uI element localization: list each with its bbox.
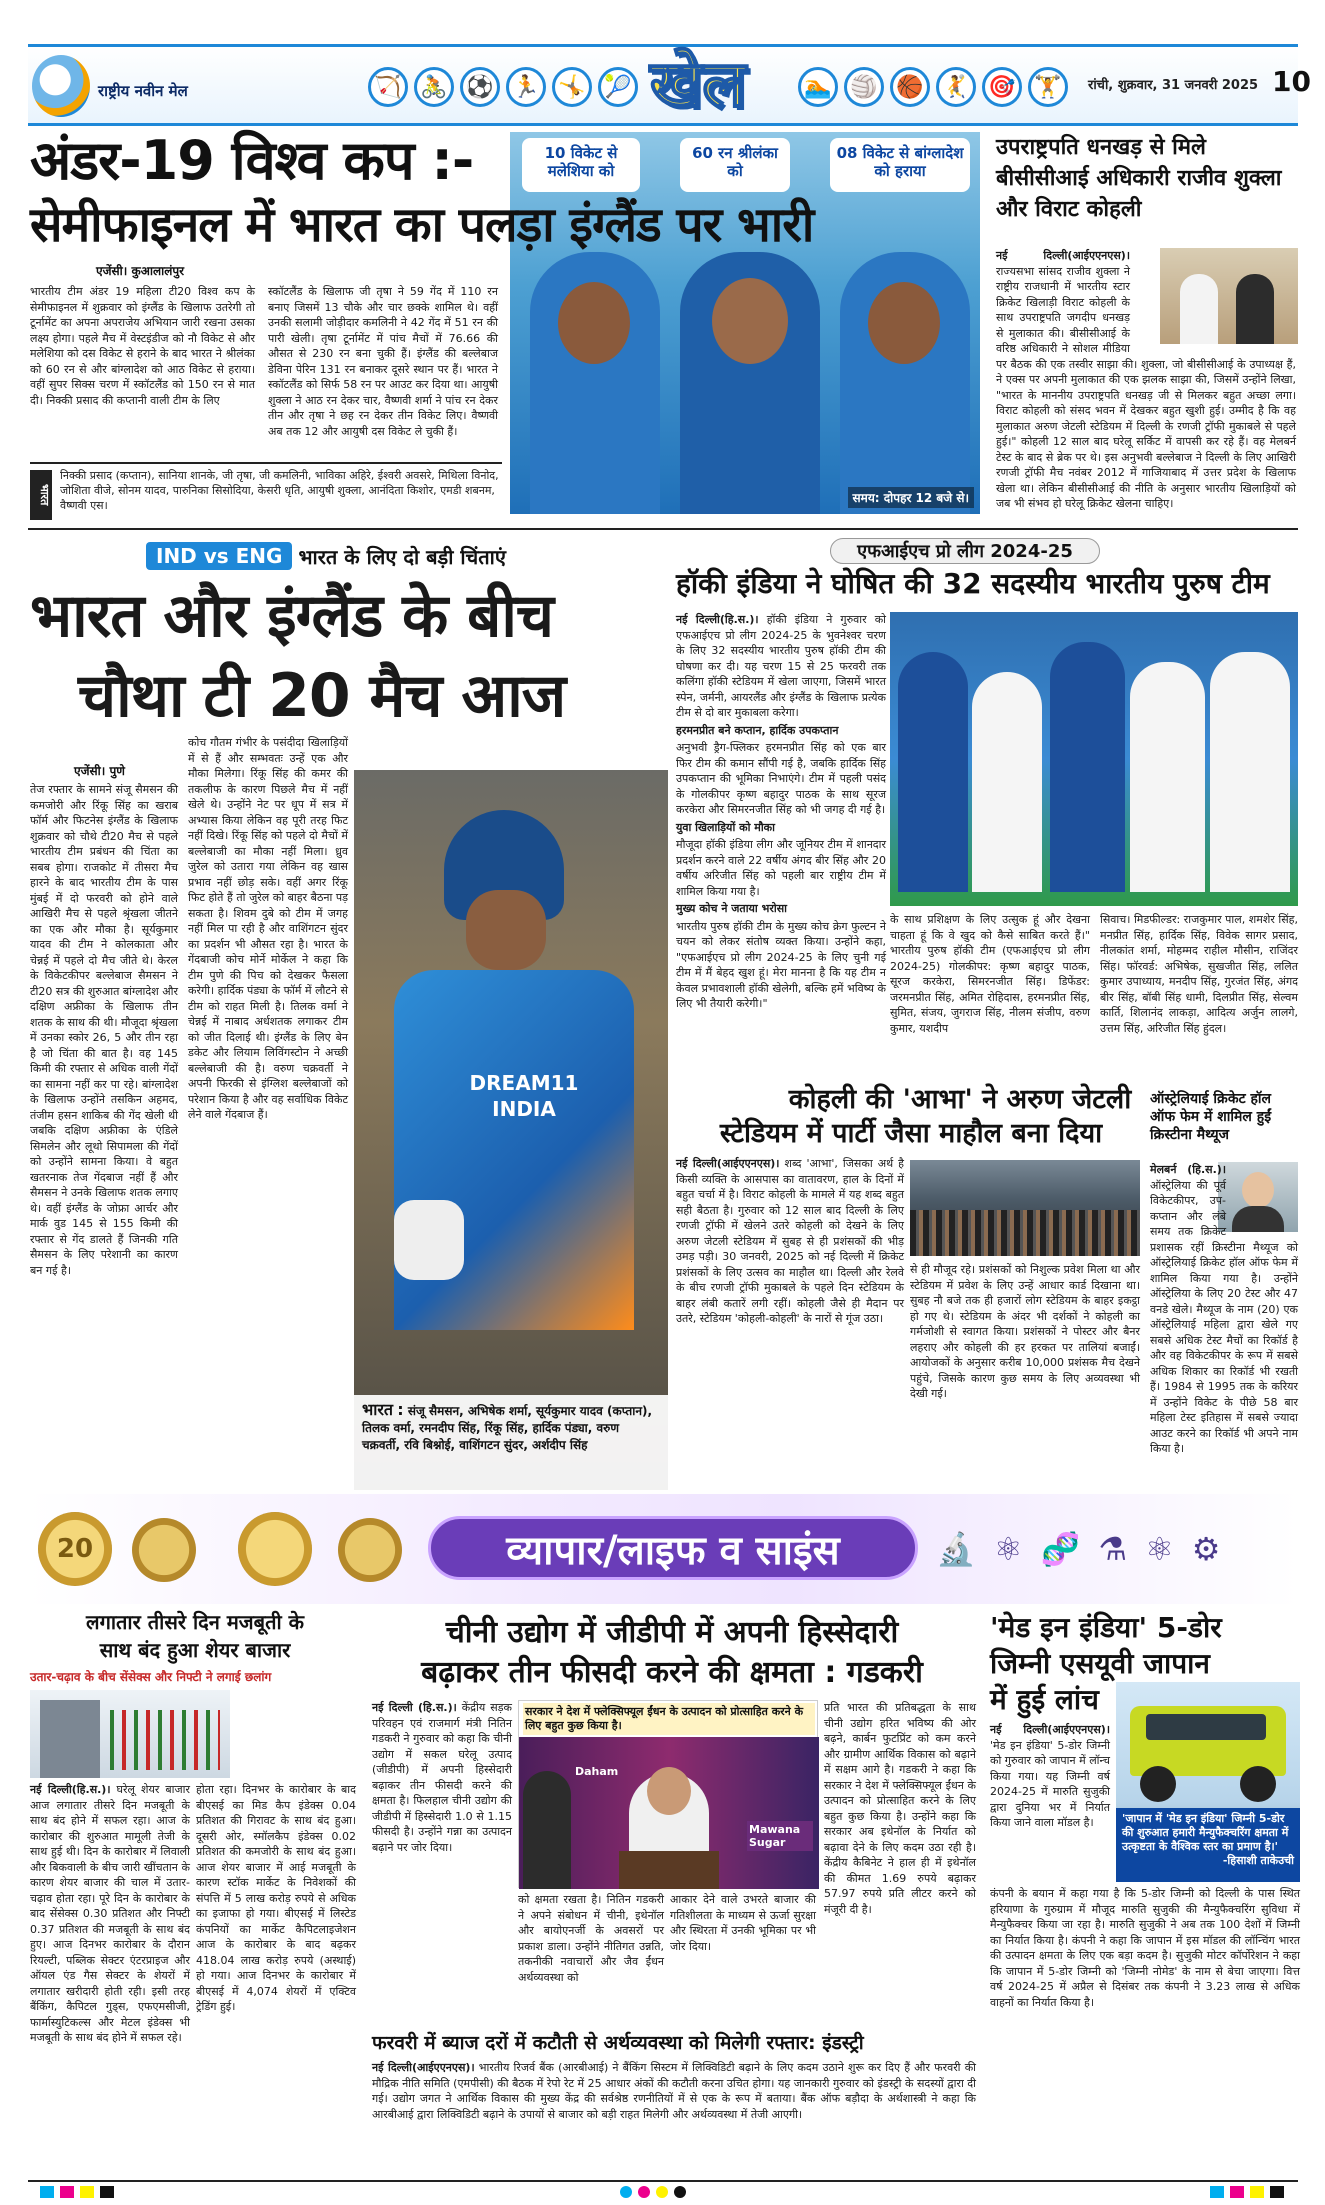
sport-icons-right [798, 57, 1068, 119]
story3-col2: कोच गौतम गंभीर के पसंदीदा खिलाड़ियों में से हैं और सम्भवतः उन्हें एक और मौका मिलेगा। रिंकू सिंह की कमर की तकलीफ के कारण पिछले मैच में नहीं खेले थे। उन्होंने नेट पर धूप में सत्र में अभ्यास किया लेकिन वह पूरी तरह फिट नहीं दिखे। रिंकू सिंह को पहले दो मैचों में बल्लेबाजी का मौका नहीं मिला। ध्रुव जुरेल को उतारा गया लेकिन वह खास प्रभाव नहीं छोड़ सके। वहीं अगर रिंकू फिट होते हैं तो जुरेल को बाहर बैठना पड़ सकता है। शिवम दुबे को टीम में जगह नहीं मिल पा रही है और वाशिंगटन सुंदर का प्रदर्शन भी औसत रहा है। भारत के गेंदबाजी कोच मोर्ने मोर्केल ने कहा कि टीम पुणे की पिच को देखकर फैसला करेगी। हार्दिक पंड्या के फॉर्म में लौटने से टीम को राहत मिली है। तिलक वर्मा ने चेन्नई में नाबाद अर्धशतक लगाकर टीम को जीत दिलाई थी। इंग्लैंड के लिए बेन डकेट और लियाम लिविंगस्टोन ने अच्छी बल्लेबाजी की है। वरुण चक्रवर्ती ने अपनी फिरकी से इंग्लिश बल्लेबाजों को परेशान किया है और वह सर्वाधिक विकेट लेने वाले गेंदबाज हैं। [188, 736, 348, 1121]
story6-headline: ऑस्ट्रेलियाई क्रिकेट हॉल ऑफ फेम में शामिल हुईं क्रिस्टीना मैथ्यूज [1150, 1091, 1272, 1143]
story10-narrow-col [990, 1722, 1110, 1878]
archery-icon: 🏹 [368, 67, 408, 107]
story4-col-mid: के साथ प्रशिक्षण के लिए उत्सुक हूं और देखना चाहता हूं कि वे खुद को कैसे साबित करते हैं।" भारतीय पुरुष हॉकी टीम (एफआईएच प्रो लीग 2024-25) गोलकीपर: कृष्ण बहादुर पाठक, सूरज करकेरा, सिमरनजीत सिंह। डिफेंडर: जरमनप्रीत सिंह, अमित रोहिदास, हरमनप्रीत सिंह, सुमित, संजय, जुगराज सिंह, नीलम संजीप, वरुण कुमार, यशदीप [890, 913, 1090, 1035]
story1-squad: निक्की प्रसाद (कप्तान), सानिया शानके, जी तृषा, जी कमलिनी, भाविका अहिरे, ईश्वरी अवसरे, मिथिला विनोद, जोशिता वीजे, सोनम यादव, पारुनिका सिसोदिया, केसरी धृति, आयुषी शुक्ला, आनंदिता किशोर, एमडी शबनम, वैष्णवी एस। [60, 469, 499, 512]
black-swatch [1270, 2186, 1284, 2198]
hockey-player [972, 672, 1042, 892]
javelin-icon: 🏐 [844, 67, 884, 107]
photo-caption: सरकार ने देश में फ्लेक्सिफ्यूल ईंधन के उत्पादन को प्रोत्साहित करने के लिए बहुत कुछ किया है। [523, 1703, 815, 1735]
cyan-swatch [1210, 2186, 1224, 2198]
gadkari-event-photo [518, 1700, 818, 1888]
story1-col1: भारतीय टीम अंडर 19 महिला टी20 विश्व कप के सेमीफाइनल में शुक्रवार को इंग्लैंड के खिलाफ उतरेगी तो टूर्नामेंट का अपना अपराजेय अभियान जारी रखना उसका लक्ष्य होगा। पहले मैच में वेस्टइंडीज को नौ विकेट से और मलेशिया को दस विकेट से हराने के बाद भारत ने श्रीलंका को 60 रन से और बांग्लादेश को आठ विकेट से हराया। वहीं सुपर सिक्स चरण में स्कॉटलैंड को 150 रन से मात दी। निक्की प्रसाद की कप्तानी वाली टीम के लिए [30, 285, 255, 407]
science-icons [936, 1524, 1286, 1574]
magenta-swatch [60, 2186, 74, 2198]
player-face [558, 282, 630, 364]
story4-sub1-body: अनुभवी ड्रैग-फ्लिकर हरमनप्रीत सिंह को एक बार फिर टीम की कमान सौंपी गई है, जबकि हार्दिक सिंह उपकप्तान की भूमिका निभाएंगे। टीम में पहली पसंद के गोलकीपर कृष्ण बहादुर पाठक के साथ सूरज करकेरा और सिमरनजीत सिंह को भी जगह दी गई है। [676, 741, 886, 816]
story7-text: घरेलू शेयर बाजार आज लगातार तीसरे दिन मजबूती के साथ बंद होने में सफल रहा। आज के कारोबार की शुरुआत मामूली तेजी के साथ हुई थी। दिन के कारोबार में लिवाली और बिकवाली के बीच जारी खींचतान के कारण शेयर बाजार की चाल में उतार-चढ़ाव होता रहा। पूरे दिन के कारोबार के बाद सेंसेक्स 0.30 प्रतिशत और निफ्टी 0.37 प्रतिशत की मजबूती के साथ बंद हुए। आज दिनभर कारोबार के दौरान रियल्टी, पब्लिक सेक्टर एंटरप्राइज और ऑयल एंड गैस सेक्टर के शेयरों में लगातार खरीदारी होती रही। इसी तरह बैंकिंग, कैपिटल गुड्स, एफएमसीजी, फार्मास्युटिकल्स और मेटल इंडेक्स भी मजबूती के साथ बंद होने में सफल रहे। [30, 1783, 190, 2044]
car-wheel [1240, 1766, 1276, 1802]
car-caption-credit: -हिसाशी ताकेउची [1222, 1854, 1294, 1867]
yellow-swatch [1250, 2186, 1264, 2198]
stock-chart-photo [30, 1690, 230, 1778]
story2-headline: उपराष्ट्रपति धनखड़ से मिले बीसीसीआई अधिकारी राजीव शुक्ला और विराट कोहली [996, 135, 1282, 222]
coin-icon [132, 1518, 196, 1582]
coin-icon [38, 1512, 112, 1586]
story5-col2: से ही मौजूद रहे। प्रशंसकों को निशुल्क प्रवेश मिला था और स्टेडियम में प्रवेश के लिए उन्हें आधार कार्ड दिखाना था। सुबह नौ बजे तक ही हजारों लोग स्टेडियम के बाहर इकट्ठा हो गए थे। स्टेडियम के अंदर भी दर्शकों ने कोहली का गर्मजोशी से स्वागत किया। प्रशंसकों ने पोस्टर और बैनर लहराए और कोहली की हर हरकत पर तालियां बजाईं। आयोजकों के अनुसार करीब 10,000 प्रशंसक मैच देखने पहुंचे, जिसके कारण कुछ समय के लिए अव्यवस्था भी देखी गई। [910, 1263, 1140, 1400]
story5-headline-line2: स्टेडियम में पार्टी जैसा माहौल बना दिया [719, 1118, 1103, 1149]
color-registration-marks [40, 2186, 114, 2198]
story3-squad-label: भारत [362, 1400, 394, 1419]
story4-col-right: सिवाच। मिडफील्डर: राजकुमार पाल, शमशेर सिंह, मनप्रीत सिंह, हार्दिक सिंह, विवेक सागर प्रसाद, नीलकांत शर्मा, मोहम्मद राहील मौसीन, राजिंदर सिंह। फॉरवर्ड: अभिषेक, सुखजीत सिंह, ललित कुमार उपाध्याय, मनदीप सिंह, गुरजंत सिंह, अंगद बीर सिंह, बॉबी सिंह धामी, दिलप्रीत सिंह, सेल्वम कार्ति, शिलानंद लाकड़ा, आदित्य अर्जुन लालगे, उत्तम सिंह, अरिजीत सिंह हुंदल। [1100, 913, 1298, 1035]
story1-headline-line1: अंडर-19 विश्व कप :- [30, 129, 474, 192]
car-caption-text: 'जापान में 'मेड इन इंडिया' जिम्नी 5-डोर की शुरुआत हमारी मैन्युफैक्चरिंग क्षमता में उत्कृष्टता के वैश्विक स्तर का प्रमाण है।' [1122, 1812, 1289, 1853]
page-number: 10 [1272, 65, 1311, 98]
story5-col1 [676, 1156, 904, 1478]
suryakumar-photo [354, 770, 668, 1490]
story6-body [1150, 1162, 1298, 1478]
story9-dateline: नई दिल्ली(आईएएनएस)। [372, 2061, 475, 2074]
story7-col2: होता रहा। दिनभर के कारोबार के बाद बीएसई का मिड कैप इंडेक्स 0.04 प्रतिशत की गिरावट के साथ बंद हुआ। दूसरी ओर, स्मॉलकैप इंडेक्स 0.02 प्रतिशत की कमजोरी के साथ बंद हुआ। आज शेयर बाजार में आई मजबूती के कारण स्टॉक मार्केट के निवेशकों की संपत्ति में 5 लाख करोड़ रुपये से अधिक का इजाफा हो गया। बीएसई में लिस्टेड कंपनियों का मार्केट कैपिटलाइजेशन आज के कारोबार के बाद बढ़कर 418.04 लाख करोड़ रुपये (अस्थाई) हो गया। आज दिनभर के कारोबार में बीएसई में 4,074 शेयरों में एक्टिव ट्रेडिंग हुई। [196, 1783, 356, 2013]
story4-sub2-body: मौजूदा हॉकी इंडिया लीग और जूनियर टीम में शानदार प्रदर्शन करने वाले 22 वर्षीय अंगद बीर सिंह और 20 वर्षीय अरिजीत सिंह को पहली बार राष्ट्रीय टीम में शामिल किया गया है। [676, 838, 886, 898]
u19-team-photo [510, 132, 980, 514]
story3-col1: तेज रफ्तार के सामने संजू सैमसन की कमजोरी और रिंकू सिंह का खराब फॉर्म और फिटनेस इंग्लैंड के खिलाफ शुक्रवार को चौथे टी20 मैच से पहले भारतीय टीम प्रबंधन की चिंता का सबब होगा। राजकोट में तीसरा मैच हारने के बाद भारतीय टीम के पास मुंबई में दो फरवरी को होने वाले आखिरी मैच से पहले श्रृंखला जीतने का एक और मौका है। सूर्यकुमार यादव की टीम ने कोलकाता और चेन्नई में पहले दो मैच जीते थे। केरल के विकेटकीपर बल्लेबाज सैमसन ने टी20 सत्र की शुरुआत बांग्लादेश और दक्षिण अफ्रीका के खिलाफ तीन शतक के साथ की थी। मौजूदा श्रृंखला में उनका स्कोर 26, 5 और तीन रहा है जो चिंता की बात है। वह 145 किमी की रफ्तार से अधिक वाली गेंदों का सामना नहीं कर पा रहे। बांग्लादेश के खिलाफ उन्होंने तसकिन अहमद, तंजीम हसन शाकिब की गेंद खेली थी जबकि दक्षिण अफ्रीका के एंडिले सिमलेन और लूथो सिपामला की गेंदों को उन्होंने सामना किया। वे बहुत खतरनाक तेज गेंदबाज नहीं हैं और सैमसन ने उनके खिलाफ शतक लगाए थे। वहीं इंग्लैंड के जोफ्रा आर्चर और मार्क वुड 145 से 155 किमी की रफ्तार से गेंद डालते हैं जिनकी गति सैमसन के लिए परेशानी का कारण बन गई है। [30, 783, 178, 1277]
cycling-icon: 🚴 [414, 67, 454, 107]
badge-srilanka: 60 रन श्रीलंका को [680, 138, 790, 192]
story9-body [372, 2060, 976, 2174]
dna-icon: 🧬 [1040, 1530, 1081, 1568]
story1-col2: स्कॉटलैंड के खिलाफ जी तृषा ने 59 गेंद में 110 रन बनाए जिसमें 13 चौके और चार छक्के शामिल थे। वहीं उनकी सलामी जोड़ीदार कमलिनी ने 42 गेंद में 51 रन की पारी खेली। तृषा टूर्नामेंट में पांच मैचों में 76.66 की औसत से 230 रन बना चुकी हैं। इंग्लैंड की बल्लेबाज डेविना पेरिन 131 रन बनाकर दूसरे स्थान पर हैं। भारत ने स्कॉटलैंड को सिर्फ 58 रन पर आउट कर दिया था। आयुषी शुक्ला ने आठ रन देकर चार, वैष्णवी शर्मा ने पांच रन देकर तीन और तृषा ने छह रन देकर तीन विकेट लिए। वैष्णवी अब तक 12 और आयुषी दस विकेट ले चुकी हैं। [268, 285, 498, 438]
story7-dateline: नई दिल्ली(हि.स.)। [30, 1783, 111, 1796]
atom-icon: ⚛ [993, 1530, 1023, 1568]
hockey-player [1210, 652, 1290, 892]
story5-text: शब्द 'आभा', जिसका अर्थ है किसी व्यक्ति के आसपास का वातावरण, हाल के दिनों में बहुत चर्चा में है। विराट कोहली के मामले में यह शब्द बहुत सही बैठता है। गुरुवार को 12 साल बाद दिल्ली के लिए रणजी ट्रॉफी में खेलने उतरे कोहली को देखने के लिए अरुण जेटली स्टेडियम में सुबह से ही प्रशंसकों की भीड़ उमड़ पड़ी। 30 जनवरी, 2025 को नई दिल्ली में क्रिकेट प्रशंसकों के लिए उत्सव का माहौल था। दिल्ली और रेलवे के बीच रणजी ट्रॉफी मुकाबले के पहले दिन स्टेडियम के बाहर लंबी कतारें लगी रहीं। कोहली जैसे ही मैदान पर उतरे, स्टेडियम 'कोहली-कोहली' के नारों से गूंज उठा। [676, 1157, 904, 1325]
story7-headline-line2: साथ बंद हुआ शेयर बाजार [99, 1638, 291, 1662]
car-window [1146, 1714, 1266, 1740]
shooting-icon: 🎯 [982, 67, 1022, 107]
coin-icon [238, 1512, 312, 1586]
cyan-swatch [40, 2186, 54, 2198]
story8-text: केंद्रीय सड़क परिवहन एवं राजमार्ग मंत्री नितिन गडकरी ने गुरुवार को कहा कि चीनी उद्योग में सकल घरेलू उत्पाद (जीडीपी) में अपनी हिस्सेदारी बढ़ाकर तीन फीसदी करने की क्षमता है। फिलहाल चीनी उद्योग की जीडीपी में हिस्सेदारी 1.0 से 1.15 फीसदी है। उन्होंने गन्ना का उत्पादन बढ़ाने पर जोर दिया। [372, 1701, 512, 1854]
magenta-swatch [1230, 2186, 1244, 2198]
black-dot [674, 2186, 686, 2198]
story8-headline-line1: चीनी उद्योग में जीडीपी में अपनी हिस्सेदारी [445, 1615, 899, 1650]
badge-malaysia: 10 विकेट से मलेशिया को [522, 138, 640, 192]
yellow-dot [656, 2186, 668, 2198]
story3-byline: एजेंसी। पुणे [74, 764, 125, 778]
divider [28, 528, 1298, 530]
story4-sub2: युवा खिलाड़ियों को मौका [676, 820, 775, 834]
story4-col1 [676, 612, 886, 1010]
masthead [28, 44, 1311, 126]
kicker-tag: IND vs ENG [146, 542, 292, 570]
story9-headline: फरवरी में ब्याज दरों में कटौती से अर्थव्यवस्था को मिलेगी रफ्तार: इंडस्ट्री [372, 2032, 864, 2054]
hockey-player [1130, 662, 1205, 892]
story8-col3: आकार देने वाले उभरते बाजार की गतिशीलता के माध्यम से ऊर्जा सुरक्षा और स्थिरता में उनकी भूमिका पर भी जोर दिया। [670, 1893, 816, 1953]
magenta-dot [638, 2186, 650, 2198]
story8-col1 [372, 1700, 512, 1892]
story6-text: ऑस्ट्रेलिया की पूर्व विकेटकीपर, उप-कप्तान और लंबे समय तक क्रिकेट प्रशासक रहीं क्रिस्टीना मैथ्यूज को ऑस्ट्रेलियाई क्रिकेट हॉल ऑफ फेम में शामिल किया गया है। उन्होंने ऑस्ट्रेलिया के लिए 20 टेस्ट और 47 वनडे खेले। मैथ्यूज के नाम (20) एक ऑस्ट्रेलियाई महिला द्वारा खेले गए सबसे अधिक टेस्ट मैचों का रिकॉर्ड है और वह विकेटकीपर के रूप में सबसे अधिक शिकार का रिकॉर्ड भी रखती हैं। 1984 से 1995 तक के करियर में उन्होंने विकेट के पीछे 58 बार महिला टेस्ट इतिहास में सबसे ज्यादा आउट करने का रिकॉर्ड भी अपने नाम किया है। [1150, 1178, 1298, 1455]
paper-name: राष्ट्रीय नवीन मेल [98, 82, 188, 100]
story7-subtitle: उतार-चढ़ाव के बीच सेंसेक्स और निफ्टी ने लगाई छलांग [30, 1670, 272, 1684]
story5-headline-line1: कोहली की 'आभा' ने अरुण जेटली [788, 1084, 1132, 1115]
player-face [868, 282, 940, 364]
story2-body [996, 248, 1296, 514]
story3-squad-sep: : [397, 1400, 404, 1419]
story3-headline-line2: चौथा टी 20 मैच आज [78, 661, 566, 731]
cyan-dot [620, 2186, 632, 2198]
story3-kicker [146, 540, 506, 572]
coin-icon [338, 1518, 402, 1582]
coin-value: 20 [56, 1534, 94, 1564]
story1-byline: एजेंसी। कुआलालंपुर [96, 264, 185, 278]
hockey-player [898, 652, 968, 892]
story4-kicker: एफआईएच प्रो लीग 2024-25 [830, 538, 1100, 564]
story5-dateline: नई दिल्ली(आईएएनएस)। [676, 1157, 780, 1170]
molecule-icon: ⚙ [1191, 1530, 1221, 1568]
story10-headline-line3: में हुई लांच [990, 1683, 1099, 1716]
banner-title: व्यापार/लाइफ व साइंस [428, 1516, 918, 1580]
swimming-icon: 🏊 [798, 67, 838, 107]
color-registration-marks [1210, 2186, 1284, 2198]
car-wheel [1140, 1766, 1176, 1802]
paper-logo-icon [32, 55, 90, 117]
story10-body: कंपनी के बयान में कहा गया है कि 5-डोर जिम्नी को दिल्ली के पास स्थित हरियाणा के गुरुग्राम में मौजूद मारुति सुजुकी की मैन्युफैक्चरिंग सुविधा में मैन्युफैक्चर किया जा रहा है। मारुति सुजुकी ने अब तक 100 देशों में जिम्नी का निर्यात किया है। कंपनी ने कहा कि जापान में इस मॉडल की लॉन्चिंग भारत की उत्पादन क्षमता के लिए एक बड़ा कदम है। सुजुकी मोटर कॉर्पोरेशन ने कहा कि जापान में 5-डोर जिम्नी को 'जिम्नी नोमेड' के नाम से बेचा जाएगा। वित्त वर्ष 2024-25 में अप्रैल से दिसंबर तक कंपनी ने 3.23 लाख से अधिक वाहनों का निर्यात किया है। [990, 1887, 1300, 2009]
batting-glove [394, 1200, 464, 1280]
story7-headline-line1: लगातार तीसरे दिन मजबूती के [86, 1610, 304, 1634]
basketball-icon: 🏀 [890, 67, 930, 107]
match-time: समय: दोपहर 12 बजे से। [848, 487, 974, 508]
banner-logo-right: Mawana Sugar [747, 1821, 813, 1851]
speaker-face [647, 1767, 691, 1815]
jersey-sponsor: DREAM11 INDIA [469, 1071, 579, 1121]
player-face [466, 890, 546, 970]
story10-headline-line1: 'मेड इन इंडिया' 5-डोर [990, 1611, 1222, 1644]
black-swatch [100, 2186, 114, 2198]
story4-sub1: हरमनप्रीत बने कप्तान, हार्दिक उपकप्तान [676, 723, 839, 737]
story4-dateline: नई दिल्ली(हि.स.)। [676, 613, 759, 626]
crowd-row [910, 1210, 1140, 1256]
story10-headline-line2: जिम्नी एसयूवी जापान [990, 1647, 1210, 1680]
story4-sub3: मुख्य कोच ने जताया भरोसा [676, 902, 787, 915]
car-caption [1116, 1808, 1300, 1882]
story1-headline-line2: सेमीफाइनल में भारत का पलड़ा इंग्लैंड पर भारी [30, 197, 814, 253]
story10-dateline: नई दिल्ली(आईएएनएस)। [990, 1723, 1110, 1736]
story8-headline-line2: बढ़ाकर तीन फीसदी करने की क्षमता : गडकरी [421, 1655, 923, 1690]
football-icon: ⚽ [460, 67, 500, 107]
long-jump-icon: 🤾 [936, 67, 976, 107]
story4-sub3-body: भारतीय पुरुष हॉकी टीम के मुख्य कोच क्रेग फुल्टन ने चयन को लेकर संतोष व्यक्त किया। उन्होंने कहा, "एफआईएच प्रो लीग 2024-25 के लिए चुनी गई टीम में मैं बेहद खुश हूं। मेरा मानना है कि यह टीम न केवल प्रभावशाली हॉकी खेलेगी, बल्कि हमें भविष्य के लिए भी तैयारी करेगी।" [676, 919, 886, 1010]
tennis-icon: 🎾 [598, 67, 638, 107]
microscope-icon: 🔬 [936, 1530, 976, 1568]
player-face [712, 278, 788, 364]
kicker-text: भारत के लिए दो बड़ी चिंताएं [298, 544, 506, 569]
weightlifting-icon: 🏋 [1028, 67, 1068, 107]
building-shape [40, 1700, 100, 1778]
podium [619, 1851, 719, 1889]
hurdles-icon: 🏃 [506, 67, 546, 107]
story2-text: राज्यसभा सांसद राजीव शुक्ला ने राष्ट्रीय राजधानी में भारतीय स्टार क्रिकेट खिलाड़ी विराट कोहली के साथ उपराष्ट्रपति जगदीप धनखड़ से मुलाकात की। बीसीसीआई के वरिष्ठ अधिकारी ने सोशल मीडिया पर बैठक की एक तस्वीर साझा की। शुक्ला, जो बीसीसीआई के उपाध्यक्ष हैं, ने एक्स पर अपनी मुलाकात की एक झलक साझा की, जिसमें उन्होंने लिखा, "भारत के माननीय उपराष्ट्रपति धनखड़ जी से मिलकर बहुत अच्छा लगा। विराट कोहली को संसद भवन में देखकर बहुत खुशी हुई। उम्मीद है कि वह मुलाकात अरुण जेटली स्टेडियम में दिल्ली के रणजी ट्रॉफी मुकाबले से पहले हुई।" कोहली 12 साल बाद घरेलू सर्किट में वापसी कर रहे हैं। वह मेलबर्न टेस्ट के बाद से ब्रेक पर थे। इस अनुभवी बल्लेबाज ने दिल्ली के लिए आखिरी रणजी ट्रॉफी मैच नवंबर 2012 में गाजियाबाद में उत्तर प्रदेश के खिलाफ खेला था। लेकिन बीसीसीआई की नीति के अनुसार भारतीय खिलाड़ियों को जब भी संभव हो घरेलू क्रिकेट खेलना चाहिए। [996, 264, 1296, 510]
story1-squad-label: भारत [30, 470, 52, 520]
speaker-figure [523, 1771, 571, 1889]
story4-text: हॉकी इंडिया ने गुरुवार को एफआईएच प्रो लीग 2024-25 के भुवनेश्वर चरण के लिए 32 सदस्यीय भारतीय पुरुष हॉकी टीम की घोषणा कर दी। यह चरण 15 से 25 फरवरी तक कलिंगा हॉकी स्टेडियम में खेला जाएगा, जिसमें भारत स्पेन, जर्मनी, आयरलैंड और इंग्लैंड के खिलाफ प्रत्येक टीम से दो बार मुकाबला करेगा। [676, 613, 886, 719]
story8-dateline: नई दिल्ली (हि.स.)। [372, 1701, 457, 1714]
hockey-team-photo [890, 612, 1298, 906]
story3-squad: संजू सैमसन, अभिषेक शर्मा, सूर्यकुमार यादव (कप्तान), तिलक वर्मा, रमनदीप सिंह, रिंकू सिंह, हार्दिक पंड्या, वरुण चक्रवर्ती, रवि बिश्नोई, वाशिंगटन सुंदर, अर्शदीप सिंह [362, 1404, 653, 1452]
story8-col4: प्रति भारत की प्रतिबद्धता के साथ चीनी उद्योग हरित भविष्य की ओर बढ़ने, कार्बन फुटप्रिंट को कम करने और ग्रामीण आर्थिक विकास को बढ़ाने में सक्षम आगे है। गडकरी ने कहा कि सरकार ने देश में फ्लेक्सिफ्यूल ईंधन के उत्पादन को प्रोत्साहित करने के लिए बहुत कुछ किया है। उन्होंने कहा कि सरकार अब इथेनॉल के निर्यात को बढ़ावा देने के लिए कदम उठा रही है। केंद्रीय कैबिनेट ने हाल ही में इथेनॉल की कीमत 1.69 रुपये बढ़ाकर 57.97 रुपये प्रति लीटर करने को मंजूरी दी है। [824, 1701, 976, 1916]
footer-rule [28, 2180, 1298, 2182]
story3-squad-box [354, 1395, 668, 1490]
banner-logo-left: Daham [575, 1765, 619, 1778]
business-banner [28, 1494, 1298, 1604]
stadium-crowd-photo [910, 1160, 1140, 1256]
badge-bangladesh: 08 विकेट से बांग्लादेश को हराया [830, 138, 970, 192]
jimny-car-photo [1116, 1682, 1300, 1882]
sport-icons-left [368, 57, 638, 119]
story1-squad-box [30, 462, 502, 524]
atom-icon: ⚛ [1145, 1530, 1174, 1568]
story6-dateline: मेलबर्न (हि.स.)। [1150, 1163, 1226, 1176]
story3-headline-line1: भारत और इंग्लैंड के बीच [30, 581, 554, 651]
color-registration-marks [620, 2186, 686, 2198]
story9-text: भारतीय रिजर्व बैंक (आरबीआई) ने बैंकिंग सिस्टम में लिक्विडिटी बढ़ाने के लिए कदम उठाने शुरू कर दिए हैं और फरवरी की मौद्रिक नीति समिति (एमपीसी) की बैठक में रेपो रेट में 25 आधार अंकों की कटौती करना उचित होगा। यह जानकारी गुरुवार को इंडस्ट्री के सदस्यों द्वारा दी गई। उद्योग जगत ने आर्थिक विकास की मुख्य केंद्र की सर्वश्रेष्ठ रणनीतियों में से एक के रूप में बताया। बैंक ऑफ बड़ौदा के अर्थशास्त्री ने कहा कि आरबीआई द्वारा लिक्विडिटी बढ़ाने के उपायों से बाजार को बड़ी राहत मिलेगी और अर्थव्यवस्था में तेजी आएगी। [372, 2061, 976, 2121]
hockey-player [1050, 642, 1125, 892]
story8-col2: को क्षमता रखता है। नितिन गडकरी ने अपने संबोधन में चीनी, इथेनॉल और बायोएनर्जी के अवसरों पर प्रकाश डाला। उन्होंने नीतिगत उन्नति, तकनीकी नवाचारों और जैव ईंधन अर्थव्यवस्था को [518, 1893, 664, 1984]
issue-date: रांची, शुक्रवार, 31 जनवरी 2025 [1088, 78, 1259, 93]
story4-headline: हॉकी इंडिया ने घोषित की 32 सदस्यीय भारतीय पुरुष टीम [676, 567, 1270, 600]
story2-dateline: नई दिल्ली(आईएएनएस)। [996, 249, 1130, 262]
yellow-swatch [80, 2186, 94, 2198]
story10-narrow-text: 'मेड इन इंडिया' 5-डोर जिम्नी को गुरुवार को जापान में लॉन्च किया गया। यह जिम्नी वर्ष 2024-25 में मारुति सुजुकी द्वारा दुनिया भर में निर्यात किया जाने वाला मॉडल है। [990, 1738, 1110, 1829]
story7-col1 [30, 1782, 190, 2174]
candle-bars [110, 1710, 220, 1770]
runner-icon: 🤸 [552, 67, 592, 107]
flask-icon: ⚗ [1098, 1530, 1128, 1568]
section-title: खेल [650, 48, 746, 122]
